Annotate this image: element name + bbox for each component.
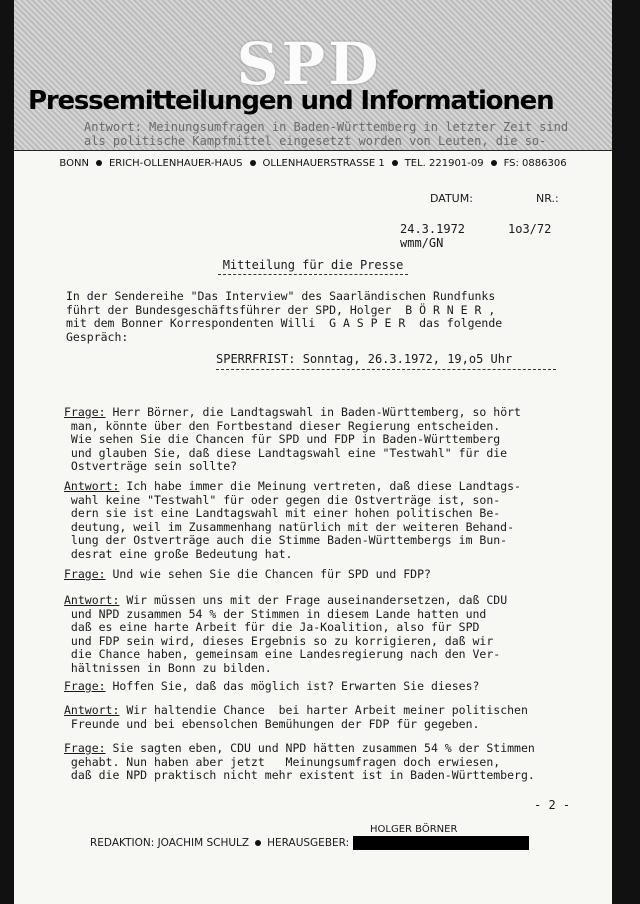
qa-label: Antwort: xyxy=(64,593,120,607)
address-bar xyxy=(14,150,612,177)
masthead-title: Pressemitteilungen und Informationen xyxy=(28,86,554,116)
footer-publisher-label: HERAUSGEBER: xyxy=(267,837,350,849)
address-city: BONN xyxy=(59,158,89,169)
press-release-page xyxy=(14,0,612,904)
release-date: 24.3.1972 xyxy=(400,222,466,236)
heading xyxy=(14,258,612,272)
qa-label: Antwort: xyxy=(64,703,120,717)
address-phone: TEL. 221901-09 xyxy=(404,158,484,169)
interview-question xyxy=(64,568,604,582)
embargo-notice: SPERRFRIST: Sonntag, 26.3.1972, 19,o5 Uhr xyxy=(216,352,513,366)
redaction-bar xyxy=(353,836,529,850)
qa-label: Frage: xyxy=(64,405,106,419)
qa-text: Sie sagten eben, CDU und NPD hätten zusammen 54 % der Stimmen gehabt. Nun haben aber jetzt Meinungsumfragen doch erwiesen, daß die NPD praktisch nicht mehr existent ist in Baden-Württemberg. xyxy=(70,741,535,782)
qa-text: Ich habe immer die Meinung vertreten, daß diese Landtags- wahl keine "Testwahl" für oder gegen die Ostverträge ist, son- dern sie ist eine Landtagswahl mit einer hohen politischen Be- deutung, weil im Zusammenhang natürlich mit der weiteren Behand- lung der Ostverträge auch die Stimme Baden-Württembergs im Bun- desrat eine große Bedeutung hat. xyxy=(70,479,521,561)
qa-label: Antwort: xyxy=(64,479,120,493)
bullet-icon xyxy=(255,840,261,846)
interview-answer xyxy=(64,594,604,675)
release-number: 1o3/72 xyxy=(508,222,552,236)
interview-question xyxy=(64,742,604,783)
ghost-text-line: als politische Kampfmittel eingesetzt worden von Leuten, die so- xyxy=(84,134,547,148)
bullet-icon xyxy=(96,160,102,166)
qa-label: Frage: xyxy=(64,567,106,581)
page-number: - 2 - xyxy=(534,798,571,812)
heading-underline xyxy=(218,274,408,275)
interview-answer xyxy=(64,480,604,561)
qa-text: Herr Börner, die Landtagswahl in Baden-Württemberg, so hört man, könnte über den Fortbestand dieser Regierung entscheiden. Wie sehen Sie die Chancen für SPD und FDP in Baden-Württemberg und glauben Sie, daß diese Landtagswahl eine "Testwahl" für die Ostverträge sein sollte? xyxy=(70,405,521,473)
interview-question xyxy=(64,406,604,474)
footer-editor: REDAKTION: JOACHIM SCHULZ xyxy=(90,837,250,849)
spd-logo: SPD xyxy=(236,30,382,98)
interview-answer xyxy=(64,704,604,731)
datum-label: DATUM: xyxy=(430,192,473,205)
intro-paragraph: In der Sendereihe "Das Interview" des Saarländischen Rundfunks führt der Bundesgeschäftsführer der SPD, Holger B Ö R N E R , mit dem Bonner Korrespondenten Willi G A S P E R das folgende Gespräch: xyxy=(66,289,503,344)
address-street: OLLENHAUERSTRASSE 1 xyxy=(262,158,385,169)
address-building: ERICH-OLLENHAUER-HAUS xyxy=(108,158,243,169)
qa-text: Wir haltendie Chance bei harter Arbeit meiner politischen Freunde und bei ebensolchen Bemühungen der FDP für gegeben. xyxy=(70,703,528,731)
qa-label: Frage: xyxy=(64,741,106,755)
interview-question xyxy=(64,680,604,694)
embargo-underline xyxy=(216,369,556,370)
qa-text: Hoffen Sie, daß das möglich ist? Erwarten Sie dieses? xyxy=(105,679,480,693)
typist-initials: wmm/GN xyxy=(400,236,444,250)
address-telex: FS: 0886306 xyxy=(503,158,567,169)
publisher-name: HOLGER BÖRNER xyxy=(370,824,458,835)
ghost-text-line: Antwort: Meinungsumfragen in Baden-Württemberg in letzter Zeit sind xyxy=(84,120,569,134)
qa-text: Und wie sehen Sie die Chancen für SPD und FDP? xyxy=(105,567,431,581)
heading-text: Mitteilung für die Presse xyxy=(222,258,404,272)
nr-label: NR.: xyxy=(536,192,559,205)
masthead xyxy=(14,0,612,150)
footer xyxy=(90,836,529,850)
bullet-icon xyxy=(491,160,497,166)
bullet-icon xyxy=(392,160,398,166)
bullet-icon xyxy=(250,160,256,166)
qa-text: Wir müssen uns mit der Frage auseinandersetzen, daß CDU und NPD zusammen 54 % der Stimmen in diesem Lande hatten und daß es eine harte Arbeit für die Ja-Koalition, also für SPD und FDP sein wird, dieses Ergebnis so zu korrigieren, daß wir die Chance haben, gemeinsam eine Landesregierung nach den Ver- hältnissen in Bonn zu bilden. xyxy=(70,593,508,675)
qa-label: Frage: xyxy=(64,679,106,693)
